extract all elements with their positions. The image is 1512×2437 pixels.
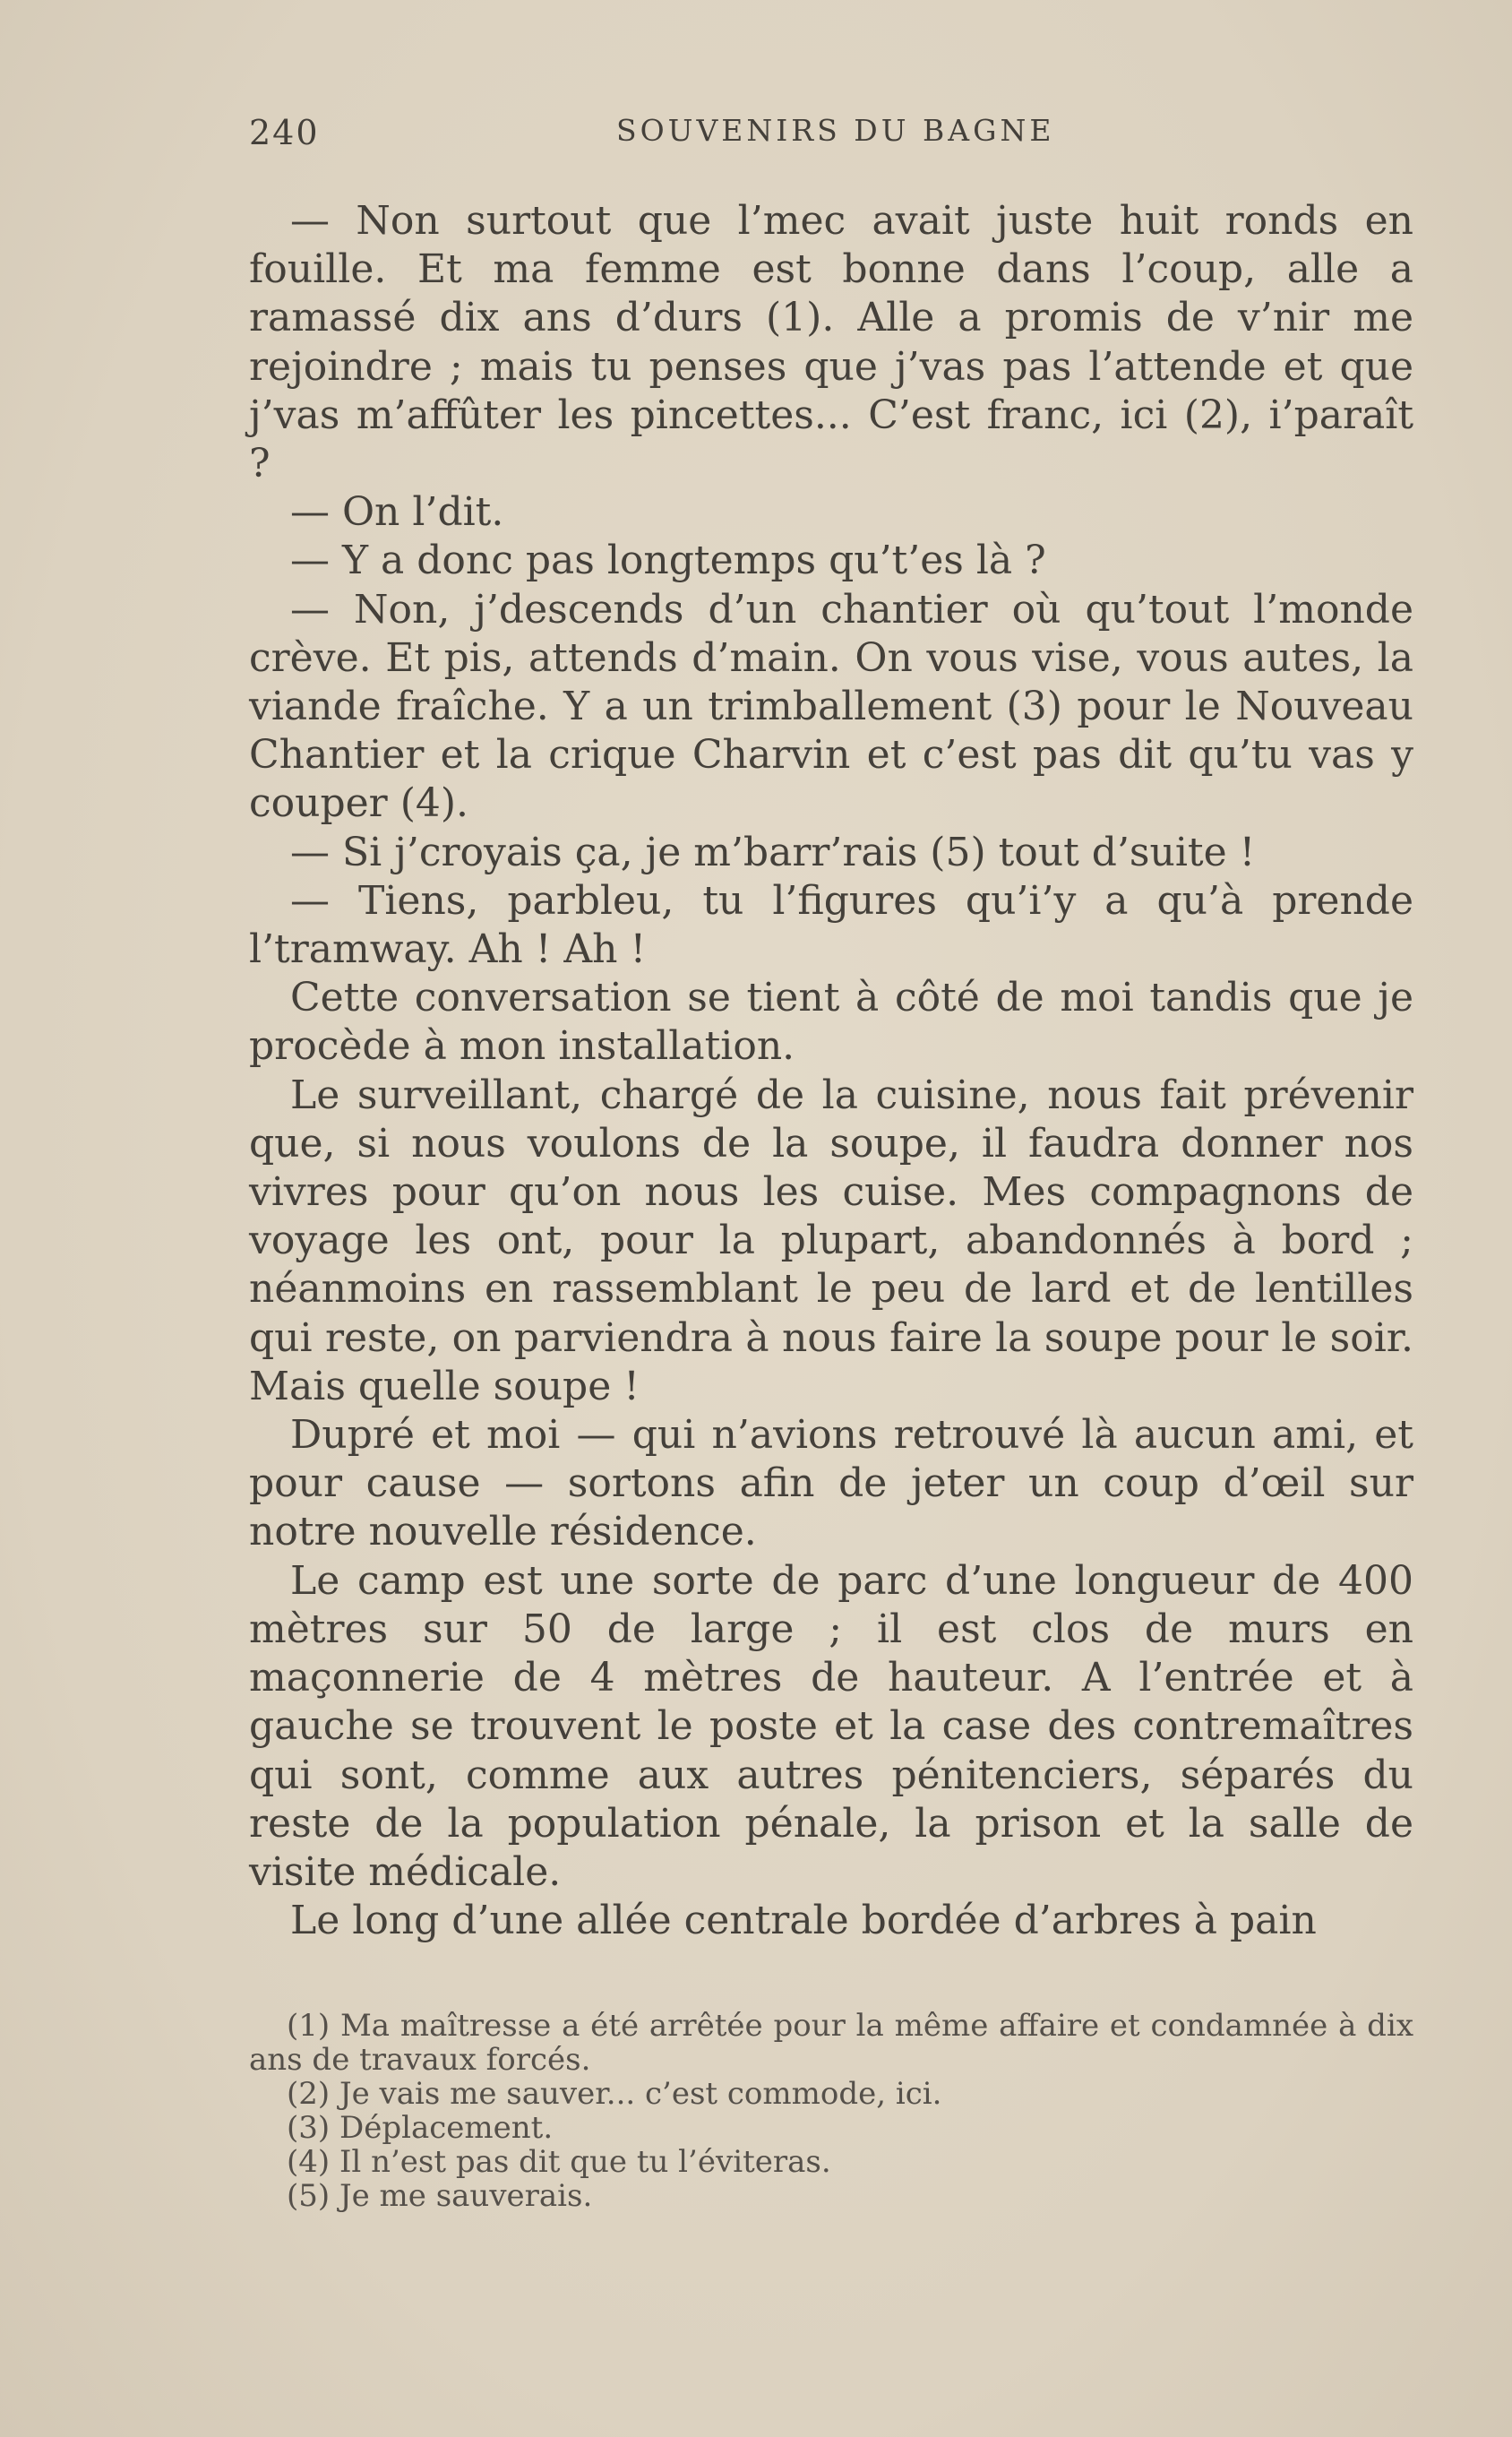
footnote: (5) Je me sauverais. [287, 2178, 593, 2214]
paragraph: — Si j’croyais ça, je m’barr’rais (5) tout d’suite ! [290, 829, 1256, 875]
paragraph: Le surveillant, chargé de la cuisine, nous fait prévenir que, si nous voulons de la soupe, il faudra donner nos vivres pour qu’on nous les cuise. Mes compagnons de voyage les ont, pour la plupart, abandonnés à bord ; néanmoins en rassemblant le peu de lard et de lentilles qui reste, on parviendra à nous faire la soupe pour le soir. Mais quelle soupe ! [249, 1072, 1413, 1409]
footnotes [249, 2009, 1413, 2213]
paragraph: — Tiens, parbleu, tu l’figures qu’i’y a qu’à prende l’tramway. Ah ! Ah ! [249, 877, 1413, 973]
paragraph: — Non surtout que l’mec avait juste huit ronds en fouille. Et ma femme est bonne dans l’coup, alle a ramassé dix ans d’durs (1). Alle a promis de v’nir me rejoindre ; mais tu penses que j’vas pas l’attende et que j’vas m’affûter les pincettes... C’est franc, ici (2), i’paraît ? [249, 198, 1413, 487]
paragraph: Dupré et moi — qui n’avions retrouvé là aucun ami, et pour cause — sortons afin de jeter un coup d’œil sur notre nouvelle résidence. [249, 1412, 1413, 1555]
footnote: (2) Je vais me sauver... c’est commode, ici. [287, 2076, 942, 2112]
footnote: (4) Il n’est pas dit que tu l’éviteras. [287, 2144, 831, 2180]
page-header [249, 106, 1413, 159]
paragraph: — On l’dit. [290, 489, 504, 536]
paragraph: — Y a donc pas longtemps qu’t’es là ? [290, 538, 1046, 584]
running-title: SOUVENIRS DU BAGNE [616, 113, 1055, 148]
paragraph: Le camp est une sorte de parc d’une longueur de 400 mètres sur 50 de large ; il est clos de murs en maçonnerie de 4 mètres de hauteur. A l’entrée et à gauche se trouvent le poste et la case des contremaîtres qui sont, comme aux autres pénitenciers, séparés du reste de la population pénale, la prison et la salle de visite médicale. [249, 1557, 1413, 1895]
footnote: (1) Ma maîtresse a été arrêtée pour la même affaire et condamnée à dix ans de travaux forcés. [249, 2008, 1413, 2078]
paragraph: Cette conversation se tient à côté de moi tandis que je procède à mon installation. [249, 975, 1413, 1070]
paragraph: Le long d’une allée centrale bordée d’arbres à pain [290, 1898, 1317, 1944]
body-text [249, 197, 1413, 1945]
page-number: 240 [249, 113, 320, 152]
paragraph: — Non, j’descends d’un chantier où qu’tout l’monde crève. Et pis, attends d’main. On vous vise, vous autes, la viande fraîche. Y a un trimballement (3) pour le Nouveau Chantier et la crique Charvin et c’est pas dit qu’tu vas y couper (4). [249, 586, 1413, 827]
footnote: (3) Déplacement. [287, 2110, 554, 2146]
